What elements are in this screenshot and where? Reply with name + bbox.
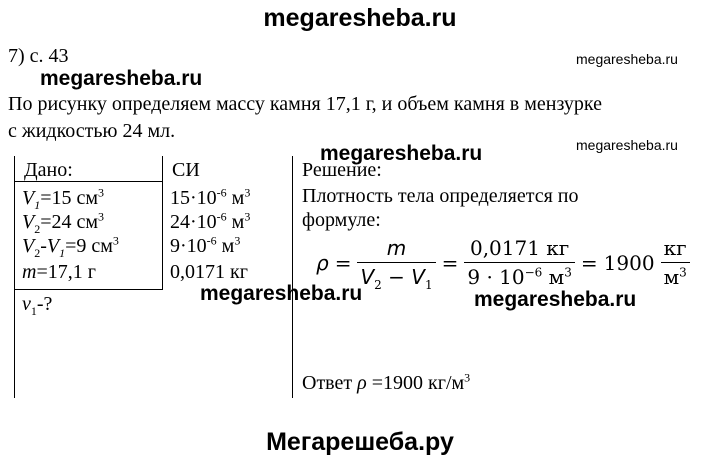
solution-header: Решение: bbox=[302, 159, 382, 181]
watermark-table-right: megaresheba.ru bbox=[474, 288, 637, 311]
fraction-unit: $\frac{кг}{м^3}$ bbox=[661, 236, 690, 289]
si-mass: 0,0171 кг bbox=[170, 261, 248, 283]
watermark-table-left: megaresheba.ru bbox=[200, 282, 363, 305]
fraction-numeric: $\frac{0,0171 кг}{9 \cdot 10^{-6} м^3}$ bbox=[464, 236, 575, 289]
table-divider-1 bbox=[162, 156, 163, 290]
solution-line1: Плотность тела определяется по bbox=[302, 185, 579, 207]
watermark-right-2: megaresheba.ru bbox=[576, 137, 678, 153]
watermark-left: megaresheba.ru bbox=[40, 67, 203, 90]
table-divider-2 bbox=[292, 156, 293, 398]
solution-line2: формуле: bbox=[302, 209, 381, 231]
given-vdiff: $V_2-V_1=9$ $см^3$ bbox=[22, 233, 119, 260]
problem-text-line2: с жидкостью 24 мл. bbox=[8, 120, 176, 142]
density-formula: ρ = $\frac{m}{V_2 - V_1}$ = $\frac{0,0171 кг}{9 \cdot 10^{-6} м^3}$ = 1900 $\frac{кг}{м^3}$ bbox=[316, 236, 690, 289]
given-header: Дано: bbox=[24, 159, 73, 181]
si-v1: $15\cdot 10^{-6}$ $м^3$ bbox=[170, 185, 251, 209]
answer-line: Ответ ρ =1900 $кг/м^3$ bbox=[302, 370, 471, 394]
watermark-top-right: megaresheba.ru bbox=[576, 51, 678, 67]
header-watermark: megaresheba.ru bbox=[263, 4, 457, 32]
given-v1: $V_1=15$ $см^3$ bbox=[22, 185, 105, 212]
given-left-border bbox=[14, 156, 15, 398]
problem-text-line1: По рисунку определяем массу камня 17,1 г, и объем камня в мензурке bbox=[8, 93, 603, 115]
si-v2: $24\cdot 10^{-6}$ $м^3$ bbox=[170, 209, 251, 233]
problem-number: 7) с. 43 bbox=[8, 45, 69, 67]
given-bottom-rule bbox=[14, 289, 162, 290]
given-mass: m=17,1 г bbox=[22, 261, 96, 283]
given-find: $v_1-$? bbox=[22, 293, 53, 318]
fraction-symbolic: $\frac{m}{V_2 - V_1}$ bbox=[357, 236, 435, 289]
given-header-rule bbox=[14, 181, 162, 182]
si-vdiff: $9\cdot 10^{-6}$ $м^3$ bbox=[170, 233, 241, 257]
watermark-center: megaresheba.ru bbox=[320, 142, 483, 165]
given-v2: $V_2=24$ $см^3$ bbox=[22, 209, 105, 236]
footer-brand: Мегарешеба.ру bbox=[266, 428, 454, 456]
si-header: СИ bbox=[172, 159, 200, 181]
